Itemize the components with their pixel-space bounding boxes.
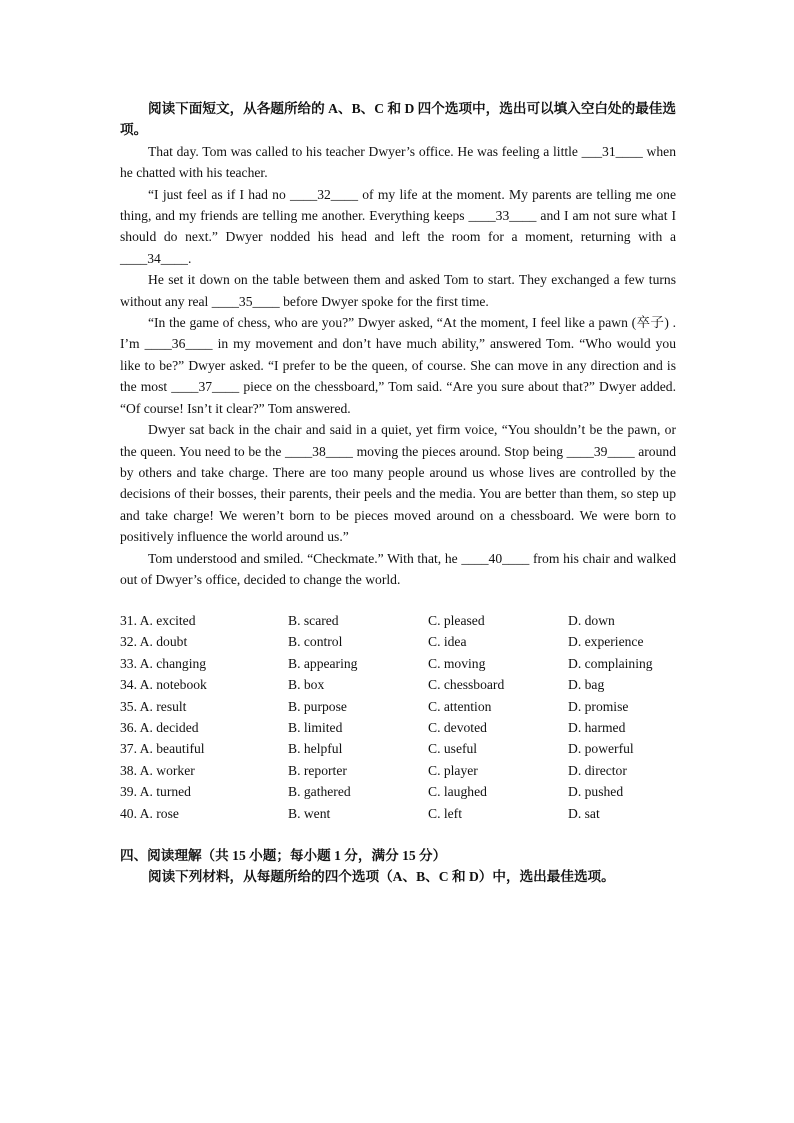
option-a: 38. A. worker (120, 762, 195, 778)
passage-paragraph: Dwyer sat back in the chair and said in a quiet, yet firm voice, “You shouldn’t be the pawn, or the queen. You need to be the ____38____ moving the pieces around. Stop being ____39____ around by others and take charge. There are too many people around us whose lives are controlled by the decisions of their bosses, their parents, their peels and the media. You are better than them, so step up and take charge! We weren’t born to be pieces moved around on a chessboard. We were born to positively influence the world around us.” (120, 422, 676, 545)
option-d: D. complaining (568, 655, 653, 671)
option-d: D. sat (568, 805, 600, 821)
option-b: B. gathered (288, 784, 351, 800)
option-b: B. box (288, 677, 325, 693)
option-b: B. scared (288, 613, 339, 628)
option-c: C. left (428, 805, 462, 821)
option-c: C. chessboard (428, 677, 505, 693)
option-row (120, 631, 700, 652)
option-b: B. purpose (288, 698, 347, 714)
option-d: D. director (568, 762, 627, 778)
option-row (120, 717, 700, 738)
option-c: C. pleased (428, 613, 485, 628)
option-c: C. devoted (428, 719, 487, 735)
option-b: B. helpful (288, 741, 343, 757)
option-row (120, 738, 700, 759)
cloze-passage (120, 98, 676, 590)
option-b: B. went (288, 805, 331, 821)
option-d: D. promise (568, 698, 629, 714)
option-b: B. control (288, 634, 343, 650)
option-a: 32. A. doubt (120, 634, 188, 650)
option-c: C. useful (428, 741, 478, 757)
option-row (120, 760, 700, 781)
option-d: D. powerful (568, 741, 634, 757)
option-c: C. moving (428, 655, 486, 671)
option-a: 35. A. result (120, 698, 187, 714)
passage-paragraph: That day. Tom was called to his teacher Dwyer’s office. He was feeling a little ___31____ when he chatted with his teacher. (120, 143, 676, 181)
option-c: C. attention (428, 698, 492, 714)
option-d: D. harmed (568, 719, 626, 735)
answer-options (120, 610, 700, 824)
section-instruction: 阅读下列材料，从每题所给的四个选项（A、B、C 和 D）中，选出最佳选项。 (148, 869, 615, 885)
option-row (120, 803, 700, 824)
option-row (120, 653, 700, 674)
option-row (120, 674, 700, 695)
option-a: 37. A. beautiful (120, 741, 205, 757)
option-a: 34. A. notebook (120, 677, 207, 693)
reading-section (120, 845, 680, 888)
option-d: D. bag (568, 677, 605, 693)
passage-paragraph: He set it down on the table between them and asked Tom to start. They exchanged a few turns without any real ____35____ before Dwyer spoke for the first time. (120, 272, 676, 309)
option-b: B. limited (288, 719, 343, 735)
passage-paragraph: Tom understood and smiled. “Checkmate.” With that, he ____40____ from his chair and walked out of Dwyer’s office, decided to change the world. (120, 550, 676, 587)
passage-paragraph: “In the game of chess, who are you?” Dwyer asked, “At the moment, I feel like a pawn (卒子) . I’m ____36____ in my movement and don’t have much ability,” answered Tom. “Who would you like to be?” Dwyer asked. “I prefer to be the queen, of course. She can move in any direction and is the most ____37____ piece on the chessboard,” Tom said. “Are you sure about that?” Dwyer added. “Of course! Isn’t it clear?” Tom answered. (120, 315, 676, 416)
option-a: 40. A. rose (120, 805, 179, 821)
option-b: B. reporter (288, 762, 347, 778)
option-c: C. laughed (428, 784, 487, 800)
option-a: 39. A. turned (120, 784, 191, 800)
option-d: D. down (568, 613, 615, 628)
option-d: D. pushed (568, 784, 624, 800)
option-row (120, 610, 700, 631)
passage-paragraph: “I just feel as if I had no ____32____ of my life at the moment. My parents are telling me one thing, and my friends are telling me another. Everything keeps ____33____ and I am not sure what I should do next.” Dwyer nodded his head and left the room for a moment, returning with a ____34____. (120, 186, 676, 266)
option-a: 33. A. changing (120, 655, 207, 671)
option-c: C. idea (428, 634, 467, 650)
option-d: D. experience (568, 634, 644, 650)
option-b: B. appearing (288, 655, 358, 671)
option-row (120, 781, 700, 802)
section-heading: 四、阅读理解（共 15 小题；每小题 1 分，满分 15 分） (120, 848, 447, 863)
option-a: 31. A. excited (120, 613, 196, 628)
option-a: 36. A. decided (120, 719, 199, 735)
option-row (120, 696, 700, 717)
option-c: C. player (428, 762, 478, 778)
cloze-instruction: 阅读下面短文，从各题所给的 A、B、C 和 D 四个选项中，选出可以填入空白处的最佳选项。 (120, 101, 676, 138)
